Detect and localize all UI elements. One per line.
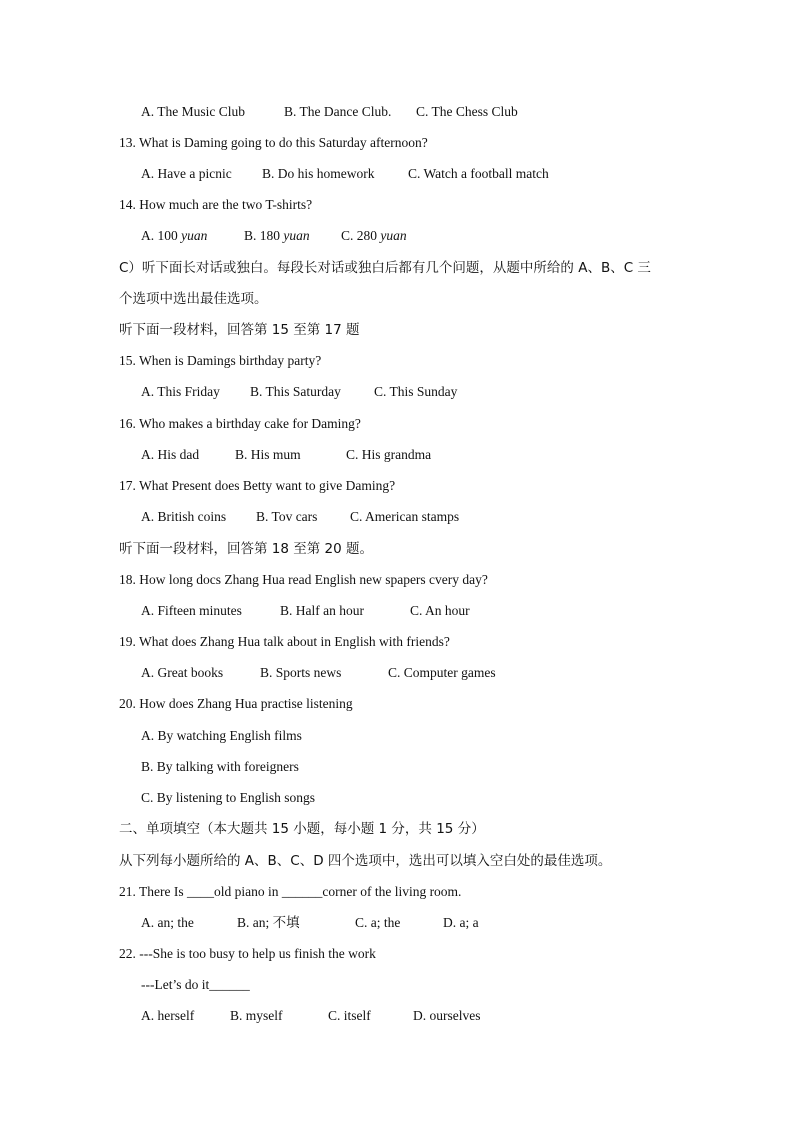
material-2-heading: 听下面一段材料，回答第 18 至第 20 题。 — [119, 541, 374, 557]
q16-question: 16. Who makes a birthday cake for Daming? — [119, 416, 361, 431]
q12-option-b: B. The Dance Club. — [284, 104, 392, 119]
q14-option-a — [141, 226, 207, 246]
section-c-instruction-line1: C）听下面长对话或独白。每段长对话或独白后都有几个问题，从题中所给的 A、B、C 三 — [119, 260, 651, 276]
q22-option-d: D. ourselves — [413, 1008, 481, 1023]
q15-option-c: C. This Sunday — [374, 384, 458, 399]
q19-question: 19. What does Zhang Hua talk about in English with friends? — [119, 634, 450, 649]
q19-option-a: A. Great books — [141, 665, 224, 680]
q22-dialogue-reply: ---Let’s do it______ — [141, 977, 250, 992]
section-2-title: 二、单项填空（本大题共 15 小题，每小题 1 分，共 15 分） — [119, 821, 485, 837]
q14-option-b-unit: yuan — [283, 228, 310, 243]
q15-option-a: A. This Friday — [141, 384, 220, 399]
q16-option-a: A. His dad — [141, 447, 200, 462]
q19-option-b: B. Sports news — [260, 665, 342, 680]
q13-option-b: B. Do his homework — [262, 166, 375, 181]
q14-option-a-amount: A. 100 — [141, 228, 182, 243]
q20-option-c: C. By listening to English songs — [141, 790, 316, 805]
section-c-instruction-line2: 个选项中选出最佳选项。 — [119, 291, 268, 307]
q22-option-a: A. herself — [141, 1008, 195, 1023]
q18-option-b: B. Half an hour — [280, 603, 364, 618]
q14-option-b-amount: B. 180 — [244, 228, 284, 243]
q16-option-c: C. His grandma — [346, 447, 432, 462]
q12-option-c: C. The Chess Club — [416, 104, 518, 119]
q19-option-c: C. Computer games — [388, 665, 496, 680]
q15-question: 15. When is Damings birthday party? — [119, 353, 322, 368]
q21-option-a: A. an; the — [141, 915, 194, 930]
q18-question: 18. How long docs Zhang Hua read English new spapers cvery day? — [119, 572, 488, 587]
q21-option-d: D. a; a — [443, 915, 479, 930]
q14-option-c-amount: C. 280 — [341, 228, 381, 243]
q13-question: 13. What is Daming going to do this Saturday afternoon? — [119, 135, 428, 150]
q14-option-a-unit: yuan — [181, 228, 208, 243]
q14-question: 14. How much are the two T-shirts? — [119, 197, 313, 212]
q20-option-b: B. By talking with foreigners — [141, 759, 299, 774]
q18-option-a: A. Fifteen minutes — [141, 603, 242, 618]
q13-option-c: C. Watch a football match — [408, 166, 549, 181]
q17-question: 17. What Present does Betty want to give Daming? — [119, 478, 396, 493]
q17-option-c: C. American stamps — [350, 509, 460, 524]
q22-option-c: C. itself — [328, 1008, 371, 1023]
q20-option-a: A. By watching English films — [141, 728, 302, 743]
q22-option-b: B. myself — [230, 1008, 283, 1023]
q18-option-c: C. An hour — [410, 603, 470, 618]
q13-option-a: A. Have a picnic — [141, 166, 232, 181]
q14-option-b — [244, 226, 310, 246]
q21-option-b: B. an; 不填 — [237, 915, 300, 930]
q12-option-a: A. The Music Club — [141, 104, 245, 119]
q14-option-c — [341, 226, 407, 246]
q17-option-a: A. British coins — [141, 509, 227, 524]
section-2-instruction: 从下列每小题所给的 A、B、C、D 四个选项中，选出可以填入空白处的最佳选项。 — [119, 853, 612, 869]
q15-option-b: B. This Saturday — [250, 384, 341, 399]
q21-question: 21. There Is ____old piano in ______corner of the living room. — [119, 884, 462, 899]
q21-option-c: C. a; the — [355, 915, 401, 930]
q14-option-c-unit: yuan — [380, 228, 407, 243]
q20-question: 20. How does Zhang Hua practise listening — [119, 696, 353, 711]
material-1-heading: 听下面一段材料，回答第 15 至第 17 题 — [119, 322, 360, 338]
q16-option-b: B. His mum — [235, 447, 301, 462]
q17-option-b: B. Tov cars — [256, 509, 318, 524]
q22-question: 22. ---She is too busy to help us finish the work — [119, 946, 376, 961]
